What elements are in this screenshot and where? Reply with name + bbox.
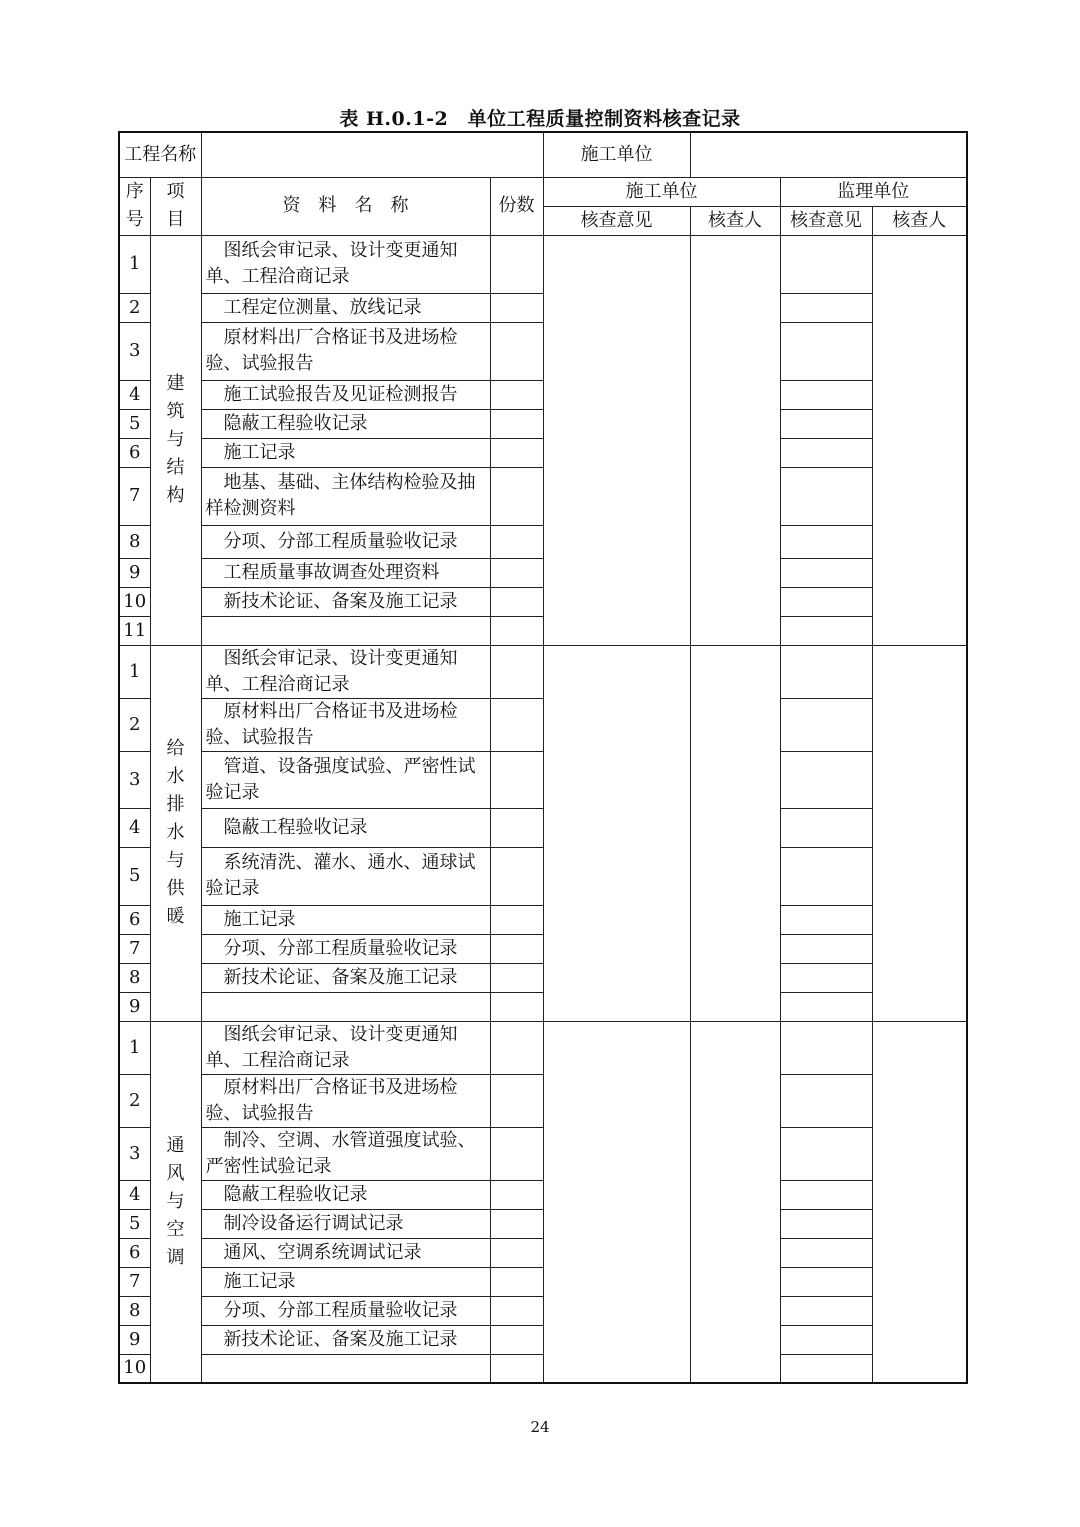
row-number: 5: [119, 1209, 150, 1238]
supervision-opinion-cell[interactable]: [780, 587, 872, 616]
row-number: 6: [119, 438, 150, 467]
material-name-cell: [201, 1127, 490, 1180]
table-row: [119, 645, 967, 698]
copies-cell[interactable]: [490, 1074, 543, 1127]
copies-cell[interactable]: [490, 525, 543, 558]
row-number: 7: [119, 934, 150, 963]
material-name: 图纸会审记录、设计变更通知单、工程洽商记录: [205, 240, 458, 287]
material-name: 新技术论证、备案及施工记录: [223, 1328, 458, 1350]
row-number: 11: [119, 616, 150, 645]
supervision-opinion-cell[interactable]: [780, 1209, 872, 1238]
category-char: 结: [166, 457, 185, 478]
supervision-opinion-cell[interactable]: [780, 992, 872, 1021]
material-name: 系统清洗、灌水、通水、通球试验记录: [205, 852, 476, 899]
material-name-cell: [201, 808, 490, 847]
copies-cell[interactable]: [490, 380, 543, 409]
material-name-cell: [201, 322, 490, 380]
material-name-cell: [201, 587, 490, 616]
copies-cell[interactable]: [490, 558, 543, 587]
page-title: 表 H.0.1-2 单位工程质量控制资料核查记录: [339, 108, 741, 130]
table-row: [119, 1021, 967, 1074]
row-number: 3: [119, 751, 150, 808]
supervision-opinion-cell[interactable]: [780, 698, 872, 751]
row-number: 8: [119, 963, 150, 992]
quality-control-record-table: [118, 131, 968, 1384]
material-name: 隐蔽工程验收记录: [223, 816, 368, 838]
supervision-opinion-cell[interactable]: [780, 1180, 872, 1209]
supervision-opinion-cell[interactable]: [780, 616, 872, 645]
construction-checker-cell[interactable]: [690, 235, 780, 645]
category-char: 与: [166, 850, 185, 871]
copies-cell[interactable]: [490, 1238, 543, 1267]
copies-header: 份数: [490, 177, 543, 235]
copies-cell[interactable]: [490, 587, 543, 616]
category-char: 水: [166, 766, 185, 787]
row-number: 2: [119, 1074, 150, 1127]
material-name-cell: [201, 438, 490, 467]
row-number: 4: [119, 1180, 150, 1209]
copies-cell[interactable]: [490, 1180, 543, 1209]
material-name-cell: [201, 616, 490, 645]
copies-cell[interactable]: [490, 1354, 543, 1383]
supervision-opinion-cell[interactable]: [780, 1238, 872, 1267]
row-number: 6: [119, 1238, 150, 1267]
supervision-opinion-cell[interactable]: [780, 1267, 872, 1296]
copies-cell[interactable]: [490, 616, 543, 645]
copies-cell[interactable]: [490, 847, 543, 905]
supervision-opinion-cell[interactable]: [780, 905, 872, 934]
supervision-opinion-cell[interactable]: [780, 409, 872, 438]
material-name-cell: [201, 645, 490, 698]
supervision-opinion-cell[interactable]: [780, 847, 872, 905]
item-header: 项 目: [150, 177, 201, 235]
material-name: 制冷、空调、水管道强度试验、严密性试验记录: [205, 1129, 476, 1177]
row-number: 3: [119, 322, 150, 380]
material-name-cell: [201, 293, 490, 322]
supervision-opinion-cell[interactable]: [780, 558, 872, 587]
category-char: 通: [166, 1134, 185, 1156]
material-name: 分项、分部工程质量验收记录: [223, 1299, 458, 1321]
construction-unit-field[interactable]: [690, 132, 967, 177]
material-name-cell: [201, 751, 490, 808]
category-char: 空: [166, 1218, 185, 1240]
supervision-opinion-cell[interactable]: [780, 322, 872, 380]
supervision-opinion-cell[interactable]: [780, 645, 872, 698]
material-name: 工程质量事故调查处理资料: [223, 561, 440, 583]
category-cell: [150, 645, 201, 1021]
category-char: 风: [166, 1162, 185, 1184]
construction-opinion-cell[interactable]: [543, 235, 690, 645]
row-number: 9: [119, 1325, 150, 1354]
material-name: 施工记录: [223, 908, 296, 930]
category-char: 构: [166, 485, 185, 506]
material-name: 隐蔽工程验收记录: [223, 412, 368, 434]
supervision-opinion-cell[interactable]: [780, 380, 872, 409]
supervision-opinion-cell[interactable]: [780, 467, 872, 525]
supervision-opinion-cell[interactable]: [780, 235, 872, 293]
project-name-label: 工程名称: [119, 132, 201, 177]
category-char: 水: [166, 822, 185, 843]
row-number: 7: [119, 467, 150, 525]
category-cell: [150, 1021, 201, 1383]
copies-cell[interactable]: [490, 992, 543, 1021]
copies-cell[interactable]: [490, 293, 543, 322]
row-number: 3: [119, 1127, 150, 1180]
material-name: 隐蔽工程验收记录: [223, 1183, 368, 1205]
supervision-opinion-cell[interactable]: [780, 1325, 872, 1354]
construction-opinion-cell[interactable]: [543, 1021, 690, 1383]
material-name: 新技术论证、备案及施工记录: [223, 966, 458, 988]
construction-opinion-cell[interactable]: [543, 645, 690, 1021]
supervision-group-header: 监理单位: [780, 177, 967, 206]
copies-cell[interactable]: [490, 409, 543, 438]
row-number: 1: [119, 1021, 150, 1074]
copies-cell[interactable]: [490, 1209, 543, 1238]
category-cell: [150, 235, 201, 645]
material-name-cell: [201, 1296, 490, 1325]
supervision-checker-cell[interactable]: [872, 235, 967, 645]
copies-cell[interactable]: [490, 934, 543, 963]
construction-checker-header: 核查人: [690, 206, 780, 235]
supervision-checker-header: 核查人: [872, 206, 967, 235]
header-row-1: [119, 177, 967, 206]
material-name: 施工记录: [223, 441, 296, 463]
category-char: 调: [166, 1246, 185, 1268]
supervision-opinion-cell[interactable]: [780, 1354, 872, 1383]
copies-cell[interactable]: [490, 1021, 543, 1074]
category-char: 与: [166, 429, 185, 450]
material-name: 原材料出厂合格证书及进场检验、试验报告: [205, 700, 458, 748]
material-name-cell: [201, 992, 490, 1021]
material-name-cell: [201, 558, 490, 587]
material-name-cell: [201, 525, 490, 558]
row-number: 9: [119, 992, 150, 1021]
row-number: 2: [119, 293, 150, 322]
category-char: 建: [166, 373, 185, 394]
material-name: 图纸会审记录、设计变更通知单、工程洽商记录: [205, 647, 458, 695]
row-number: 9: [119, 558, 150, 587]
copies-cell[interactable]: [490, 905, 543, 934]
supervision-opinion-cell[interactable]: [780, 934, 872, 963]
material-name-cell: [201, 380, 490, 409]
row-number: 6: [119, 905, 150, 934]
supervision-opinion-cell[interactable]: [780, 963, 872, 992]
construction-group-header: 施工单位: [543, 177, 780, 206]
material-name: 新技术论证、备案及施工记录: [223, 590, 458, 612]
category-char: 与: [166, 1190, 185, 1212]
category-char: 供: [166, 878, 185, 899]
material-name-cell: [201, 905, 490, 934]
supervision-checker-cell[interactable]: [872, 645, 967, 1021]
row-number: 8: [119, 1296, 150, 1325]
copies-cell[interactable]: [490, 1127, 543, 1180]
material-name: 分项、分部工程质量验收记录: [223, 937, 458, 959]
supervision-opinion-cell[interactable]: [780, 1127, 872, 1180]
construction-checker-cell[interactable]: [690, 1021, 780, 1383]
supervision-opinion-cell[interactable]: [780, 1296, 872, 1325]
supervision-opinion-cell[interactable]: [780, 293, 872, 322]
supervision-opinion-cell[interactable]: [780, 751, 872, 808]
material-name: 施工试验报告及见证检测报告: [223, 383, 458, 405]
row-number: 10: [119, 1354, 150, 1383]
copies-cell[interactable]: [490, 645, 543, 698]
copies-cell[interactable]: [490, 808, 543, 847]
material-name: 制冷设备运行调试记录: [223, 1212, 404, 1234]
copies-cell[interactable]: [490, 751, 543, 808]
supervision-checker-cell[interactable]: [872, 1021, 967, 1383]
material-name-cell: [201, 467, 490, 525]
row-number: 8: [119, 525, 150, 558]
copies-cell[interactable]: [490, 1296, 543, 1325]
material-name-cell: [201, 1325, 490, 1354]
material-name: 管道、设备强度试验、严密性试验记录: [205, 755, 476, 803]
project-info-row: [119, 132, 967, 177]
construction-unit-label: 施工单位: [543, 132, 690, 177]
row-number: 5: [119, 847, 150, 905]
copies-cell[interactable]: [490, 438, 543, 467]
row-number: 2: [119, 698, 150, 751]
supervision-opinion-cell[interactable]: [780, 525, 872, 558]
supervision-opinion-header: 核查意见: [780, 206, 872, 235]
row-number: 7: [119, 1267, 150, 1296]
supervision-opinion-cell[interactable]: [780, 438, 872, 467]
copies-cell[interactable]: [490, 698, 543, 751]
category-char: 排: [166, 794, 185, 815]
material-name-cell: [201, 1209, 490, 1238]
material-name-cell: [201, 847, 490, 905]
page-number: 24: [530, 1418, 550, 1436]
copies-cell[interactable]: [490, 467, 543, 525]
table-body: [119, 132, 967, 1383]
row-number: 4: [119, 808, 150, 847]
material-name-cell: [201, 1021, 490, 1074]
seq-header: 序 号: [119, 177, 150, 235]
material-name: 施工记录: [223, 1270, 296, 1292]
material-name-cell: [201, 409, 490, 438]
construction-opinion-header: 核查意见: [543, 206, 690, 235]
row-number: 1: [119, 235, 150, 293]
material-name: 图纸会审记录、设计变更通知单、工程洽商记录: [205, 1023, 458, 1071]
material-name: 工程定位测量、放线记录: [223, 296, 422, 318]
material-name-cell: [201, 235, 490, 293]
material-name-cell: [201, 698, 490, 751]
supervision-opinion-cell[interactable]: [780, 1021, 872, 1074]
category-char: 给: [166, 738, 185, 759]
material-name-cell: [201, 1074, 490, 1127]
copies-cell[interactable]: [490, 1325, 543, 1354]
row-number: 10: [119, 587, 150, 616]
material-name: 地基、基础、主体结构检验及抽样检测资料: [205, 472, 476, 519]
copies-cell[interactable]: [490, 1267, 543, 1296]
material-name-cell: [201, 1267, 490, 1296]
material-name-cell: [201, 963, 490, 992]
material-name-header: 资 料 名 称: [201, 177, 490, 235]
project-name-field[interactable]: [201, 132, 543, 177]
material-name: 原材料出厂合格证书及进场检验、试验报告: [205, 327, 458, 374]
supervision-opinion-cell[interactable]: [780, 808, 872, 847]
row-number: 5: [119, 409, 150, 438]
material-name-cell: [201, 1238, 490, 1267]
row-number: 1: [119, 645, 150, 698]
construction-checker-cell[interactable]: [690, 645, 780, 1021]
material-name: 通风、空调系统调试记录: [223, 1241, 422, 1263]
material-name-cell: [201, 1180, 490, 1209]
copies-cell[interactable]: [490, 235, 543, 293]
material-name-cell: [201, 934, 490, 963]
material-name: 分项、分部工程质量验收记录: [223, 530, 458, 552]
row-number: 4: [119, 380, 150, 409]
table-row: [119, 235, 967, 293]
material-name-cell: [201, 1354, 490, 1383]
copies-cell[interactable]: [490, 322, 543, 380]
category-char: 筑: [166, 401, 185, 422]
supervision-opinion-cell[interactable]: [780, 1074, 872, 1127]
category-char: 暖: [166, 906, 185, 927]
material-name: 原材料出厂合格证书及进场检验、试验报告: [205, 1076, 458, 1124]
copies-cell[interactable]: [490, 963, 543, 992]
